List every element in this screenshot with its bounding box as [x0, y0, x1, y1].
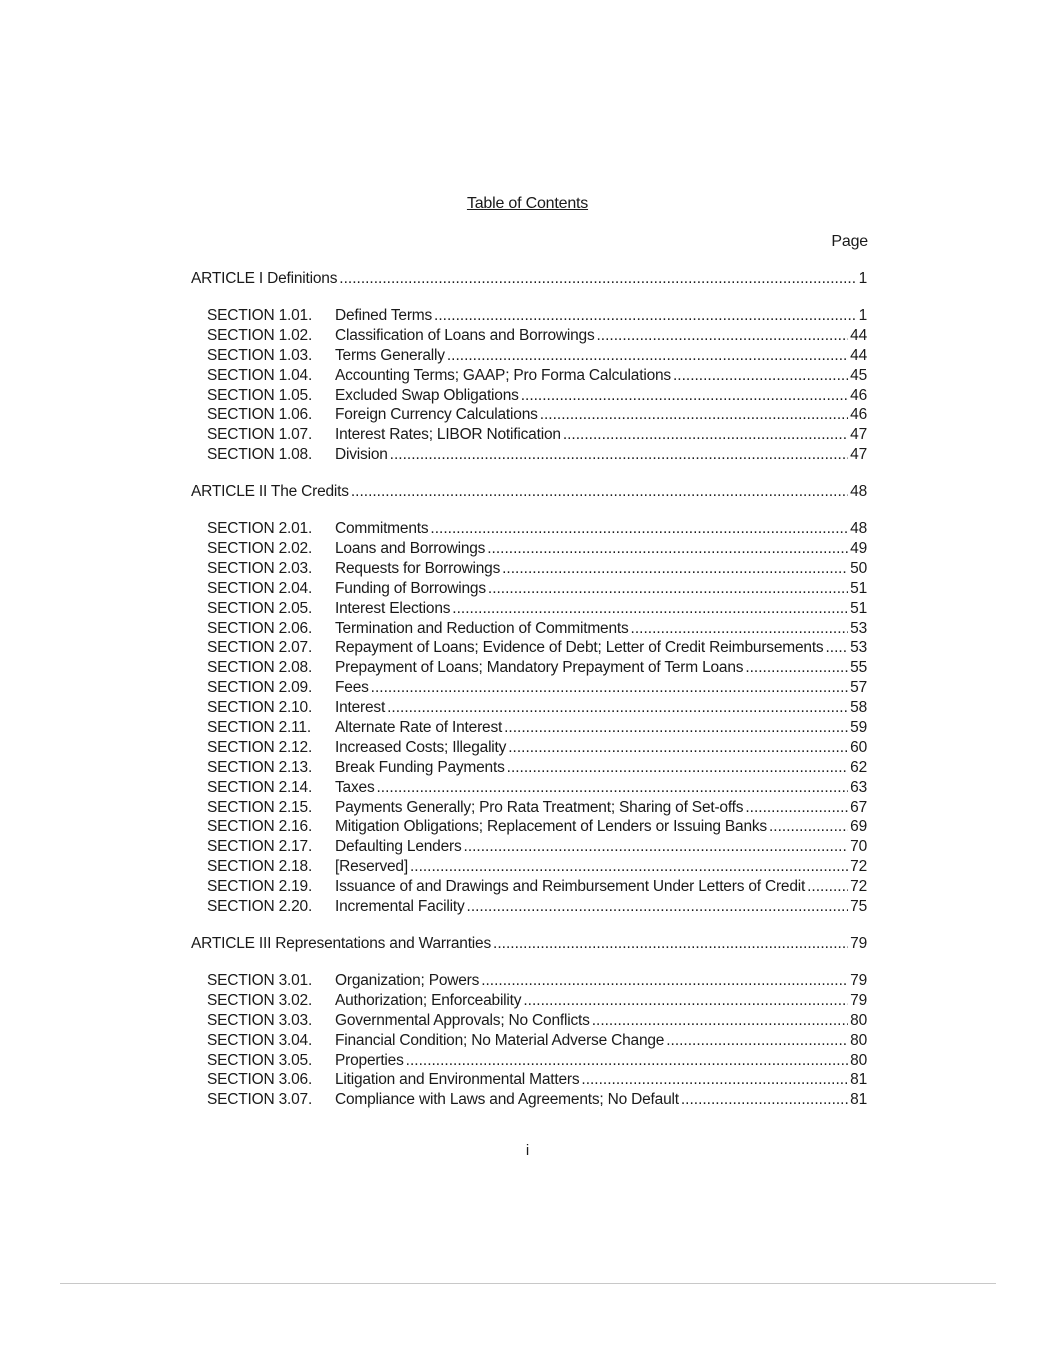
- toc-section-entry[interactable]: [191, 877, 867, 897]
- dot-leader: [390, 445, 848, 465]
- section-number: SECTION 3.01.: [207, 971, 313, 989]
- section-number: SECTION 1.03.: [207, 346, 313, 364]
- toc-section-entry[interactable]: [191, 559, 867, 579]
- section-page: 80: [850, 1051, 867, 1069]
- dot-leader: [523, 991, 848, 1011]
- section-number: SECTION 2.18.: [207, 858, 313, 876]
- section-title: Interest Rates; LIBOR Notification: [335, 426, 561, 444]
- section-page: 48: [850, 520, 867, 538]
- article-page: 1: [858, 270, 867, 287]
- toc-section-entry[interactable]: [191, 519, 867, 539]
- section-number: SECTION 3.03.: [207, 1011, 313, 1029]
- toc-section-entry[interactable]: [191, 619, 867, 639]
- section-number: SECTION 2.13.: [207, 758, 313, 776]
- toc-section-entry[interactable]: [191, 346, 867, 366]
- toc-section-entry[interactable]: [191, 817, 867, 837]
- section-number: SECTION 2.19.: [207, 878, 313, 896]
- dot-leader: [592, 1011, 848, 1031]
- section-page: 49: [850, 540, 867, 558]
- dot-leader: [430, 519, 848, 539]
- section-page: 45: [850, 366, 867, 384]
- section-title: Taxes: [335, 778, 375, 796]
- section-page: 47: [850, 446, 867, 464]
- section-page: 46: [850, 406, 867, 424]
- section-title: Compliance with Laws and Agreements; No Default: [335, 1091, 679, 1109]
- toc-section-entry[interactable]: [191, 579, 867, 599]
- toc-section-entry[interactable]: [191, 718, 867, 738]
- section-title: Litigation and Environmental Matters: [335, 1071, 580, 1089]
- dot-leader: [447, 346, 848, 366]
- section-number: SECTION 3.02.: [207, 991, 313, 1009]
- table-of-contents: [191, 269, 867, 1127]
- toc-section-entry[interactable]: [191, 991, 867, 1011]
- section-page: 81: [850, 1071, 867, 1089]
- toc-section-entry[interactable]: [191, 798, 867, 818]
- section-page: 79: [850, 971, 867, 989]
- section-title: Governmental Approvals; No Conflicts: [335, 1011, 590, 1029]
- toc-section-entry[interactable]: [191, 306, 867, 326]
- toc-section-entry[interactable]: [191, 599, 867, 619]
- section-title: Excluded Swap Obligations: [335, 386, 519, 404]
- article-title: ARTICLE III Representations and Warranties: [191, 934, 492, 952]
- dot-leader: [464, 837, 849, 857]
- dot-leader: [745, 658, 848, 678]
- section-page: 50: [850, 559, 867, 577]
- section-title: Defaulting Lenders: [335, 838, 462, 856]
- section-title: Defined Terms: [335, 307, 433, 324]
- section-number: SECTION 2.11.: [207, 719, 311, 737]
- dot-leader: [452, 599, 848, 619]
- section-number: SECTION 2.17.: [207, 838, 313, 856]
- dot-leader: [563, 425, 848, 445]
- page-number: i: [525, 1142, 530, 1159]
- section-list: [191, 519, 867, 917]
- section-page: 75: [850, 898, 867, 916]
- section-page: 80: [850, 1031, 867, 1049]
- article-page: 79: [850, 934, 867, 952]
- section-title: Properties: [335, 1051, 404, 1069]
- dot-leader: [406, 1051, 849, 1071]
- toc-section-entry[interactable]: [191, 1031, 867, 1051]
- toc-section-entry[interactable]: [191, 738, 867, 758]
- section-number: SECTION 2.01.: [207, 520, 313, 538]
- section-page: 57: [850, 679, 867, 697]
- dot-leader: [504, 718, 848, 738]
- section-number: SECTION 2.02.: [207, 540, 313, 558]
- section-page: 53: [850, 619, 867, 637]
- section-page: 79: [850, 991, 867, 1009]
- section-page: 62: [850, 758, 867, 776]
- section-page: 55: [850, 659, 867, 677]
- dot-leader: [745, 798, 848, 818]
- section-title: Terms Generally: [335, 346, 445, 364]
- section-title: Repayment of Loans; Evidence of Debt; Letter of Credit Reimbursements: [335, 639, 824, 657]
- section-title: Incremental Facility: [335, 898, 465, 916]
- section-page: 81: [850, 1091, 867, 1109]
- dot-leader: [581, 1070, 848, 1090]
- dot-leader: [681, 1090, 848, 1110]
- section-title: Classification of Loans and Borrowings: [335, 326, 595, 344]
- section-page: 60: [850, 738, 867, 756]
- dot-leader: [467, 897, 849, 917]
- section-number: SECTION 1.02.: [207, 326, 313, 344]
- toc-section-entry[interactable]: [191, 425, 867, 445]
- section-number: SECTION 3.04.: [207, 1031, 313, 1049]
- section-number: SECTION 2.10.: [207, 699, 313, 717]
- dot-leader: [377, 778, 849, 798]
- toc-article-entry[interactable]: [191, 934, 867, 954]
- section-number: SECTION 2.04.: [207, 579, 313, 597]
- toc-section-entry[interactable]: [191, 1090, 867, 1110]
- section-title: Termination and Reduction of Commitments: [335, 619, 629, 637]
- page-column-label: Page: [831, 233, 868, 250]
- dot-leader: [807, 877, 848, 897]
- section-title: Requests for Borrowings: [335, 559, 501, 577]
- toc-section-entry[interactable]: [191, 778, 867, 798]
- dot-leader: [502, 559, 848, 579]
- section-title: Interest: [335, 699, 386, 717]
- toc-article-entry[interactable]: [191, 482, 867, 502]
- section-title: Funding of Borrowings: [335, 579, 486, 597]
- article-page: 48: [850, 483, 867, 501]
- dot-leader: [487, 539, 848, 559]
- section-page: 51: [850, 599, 867, 617]
- dot-leader: [507, 758, 849, 778]
- toc-section-entry[interactable]: [191, 445, 867, 465]
- section-number: SECTION 1.01.: [207, 307, 313, 324]
- page-divider: [60, 1283, 996, 1284]
- toc-section-entry[interactable]: [191, 386, 867, 406]
- section-title: Prepayment of Loans; Mandatory Prepayment of Term Loans: [335, 659, 744, 677]
- dot-leader: [371, 678, 848, 698]
- section-number: SECTION 2.06.: [207, 619, 313, 637]
- dot-leader: [481, 971, 848, 991]
- dot-leader: [410, 857, 848, 877]
- section-number: SECTION 2.12.: [207, 738, 313, 756]
- section-title: Foreign Currency Calculations: [335, 406, 538, 424]
- section-number: SECTION 2.15.: [207, 798, 313, 816]
- section-title: Break Funding Payments: [335, 758, 505, 776]
- section-title: Accounting Terms; GAAP; Pro Forma Calculations: [335, 366, 671, 384]
- section-number: SECTION 2.09.: [207, 679, 313, 697]
- section-list: [191, 306, 867, 465]
- toc-section-entry[interactable]: [191, 857, 867, 877]
- section-number: SECTION 2.16.: [207, 818, 313, 836]
- section-number: SECTION 1.05.: [207, 386, 313, 404]
- section-title: Payments Generally; Pro Rata Treatment; Sharing of Set-offs: [335, 798, 744, 816]
- section-number: SECTION 1.07.: [207, 426, 313, 444]
- dot-leader: [493, 934, 848, 954]
- dot-leader: [339, 269, 856, 289]
- section-page: 70: [850, 838, 867, 856]
- dot-leader: [825, 638, 848, 658]
- section-number: SECTION 2.03.: [207, 559, 313, 577]
- section-number: SECTION 1.04.: [207, 366, 313, 384]
- section-page: 80: [850, 1011, 867, 1029]
- section-page: 44: [850, 326, 867, 344]
- section-title: Increased Costs; Illegality: [335, 738, 507, 756]
- section-number: SECTION 1.08.: [207, 446, 313, 464]
- section-number: SECTION 2.20.: [207, 898, 313, 916]
- dot-leader: [540, 405, 848, 425]
- section-title: Commitments: [335, 520, 429, 538]
- toc-section-entry[interactable]: [191, 698, 867, 718]
- dot-leader: [521, 386, 848, 406]
- toc-section-entry[interactable]: [191, 1011, 867, 1031]
- section-title: Mitigation Obligations; Replacement of Lenders or Issuing Banks: [335, 818, 767, 836]
- toc-title: Table of Contents: [466, 195, 589, 212]
- dot-leader: [351, 482, 848, 502]
- section-title: Interest Elections: [335, 599, 451, 617]
- toc-section-entry[interactable]: [191, 971, 867, 991]
- section-list: [191, 971, 867, 1110]
- article-title: ARTICLE I Definitions: [191, 270, 338, 287]
- dot-leader: [673, 366, 848, 386]
- toc-section-entry[interactable]: [191, 678, 867, 698]
- toc-section-entry[interactable]: [191, 405, 867, 425]
- section-page: 69: [850, 818, 867, 836]
- dot-leader: [508, 738, 848, 758]
- section-title: Organization; Powers: [335, 971, 480, 989]
- section-page: 72: [850, 878, 867, 896]
- dot-leader: [666, 1031, 848, 1051]
- dot-leader: [597, 326, 849, 346]
- section-number: SECTION 1.06.: [207, 406, 313, 424]
- toc-section-entry[interactable]: [191, 758, 867, 778]
- section-page: 72: [850, 858, 867, 876]
- section-page: 63: [850, 778, 867, 796]
- section-title: Loans and Borrowings: [335, 540, 486, 558]
- section-number: SECTION 2.05.: [207, 599, 313, 617]
- section-title: [Reserved]: [335, 858, 408, 876]
- section-number: SECTION 2.14.: [207, 778, 313, 796]
- toc-article-entry[interactable]: [191, 269, 867, 289]
- dot-leader: [631, 619, 849, 639]
- section-number: SECTION 2.07.: [207, 639, 313, 657]
- section-page: 58: [850, 699, 867, 717]
- section-title: Alternate Rate of Interest: [335, 719, 503, 737]
- toc-section-entry[interactable]: [191, 837, 867, 857]
- toc-section-entry[interactable]: [191, 366, 867, 386]
- section-page: 53: [850, 639, 867, 657]
- section-page: 51: [850, 579, 867, 597]
- section-number: SECTION 3.06.: [207, 1071, 313, 1089]
- dot-leader: [769, 817, 848, 837]
- section-page: 44: [850, 346, 867, 364]
- toc-section-entry[interactable]: [191, 658, 867, 678]
- dot-leader: [434, 306, 857, 326]
- dot-leader: [387, 698, 848, 718]
- section-number: SECTION 2.08.: [207, 659, 313, 677]
- section-page: 46: [850, 386, 867, 404]
- section-number: SECTION 3.05.: [207, 1051, 313, 1069]
- section-title: Financial Condition; No Material Adverse Change: [335, 1031, 665, 1049]
- toc-section-entry[interactable]: [191, 638, 867, 658]
- section-title: Fees: [335, 679, 369, 697]
- section-title: Division: [335, 446, 388, 464]
- section-title: Authorization; Enforceability: [335, 991, 522, 1009]
- article-title: ARTICLE II The Credits: [191, 483, 349, 501]
- toc-section-entry[interactable]: [191, 897, 867, 917]
- section-page: 1: [858, 307, 867, 324]
- section-title: Issuance of and Drawings and Reimbursement Under Letters of Credit: [335, 878, 806, 896]
- section-number: SECTION 3.07.: [207, 1091, 313, 1109]
- toc-section-entry[interactable]: [191, 539, 867, 559]
- toc-section-entry[interactable]: [191, 1070, 867, 1090]
- section-page: 47: [850, 426, 867, 444]
- section-page: 67: [850, 798, 867, 816]
- dot-leader: [488, 579, 848, 599]
- toc-section-entry[interactable]: [191, 326, 867, 346]
- toc-section-entry[interactable]: [191, 1051, 867, 1071]
- section-page: 59: [850, 719, 867, 737]
